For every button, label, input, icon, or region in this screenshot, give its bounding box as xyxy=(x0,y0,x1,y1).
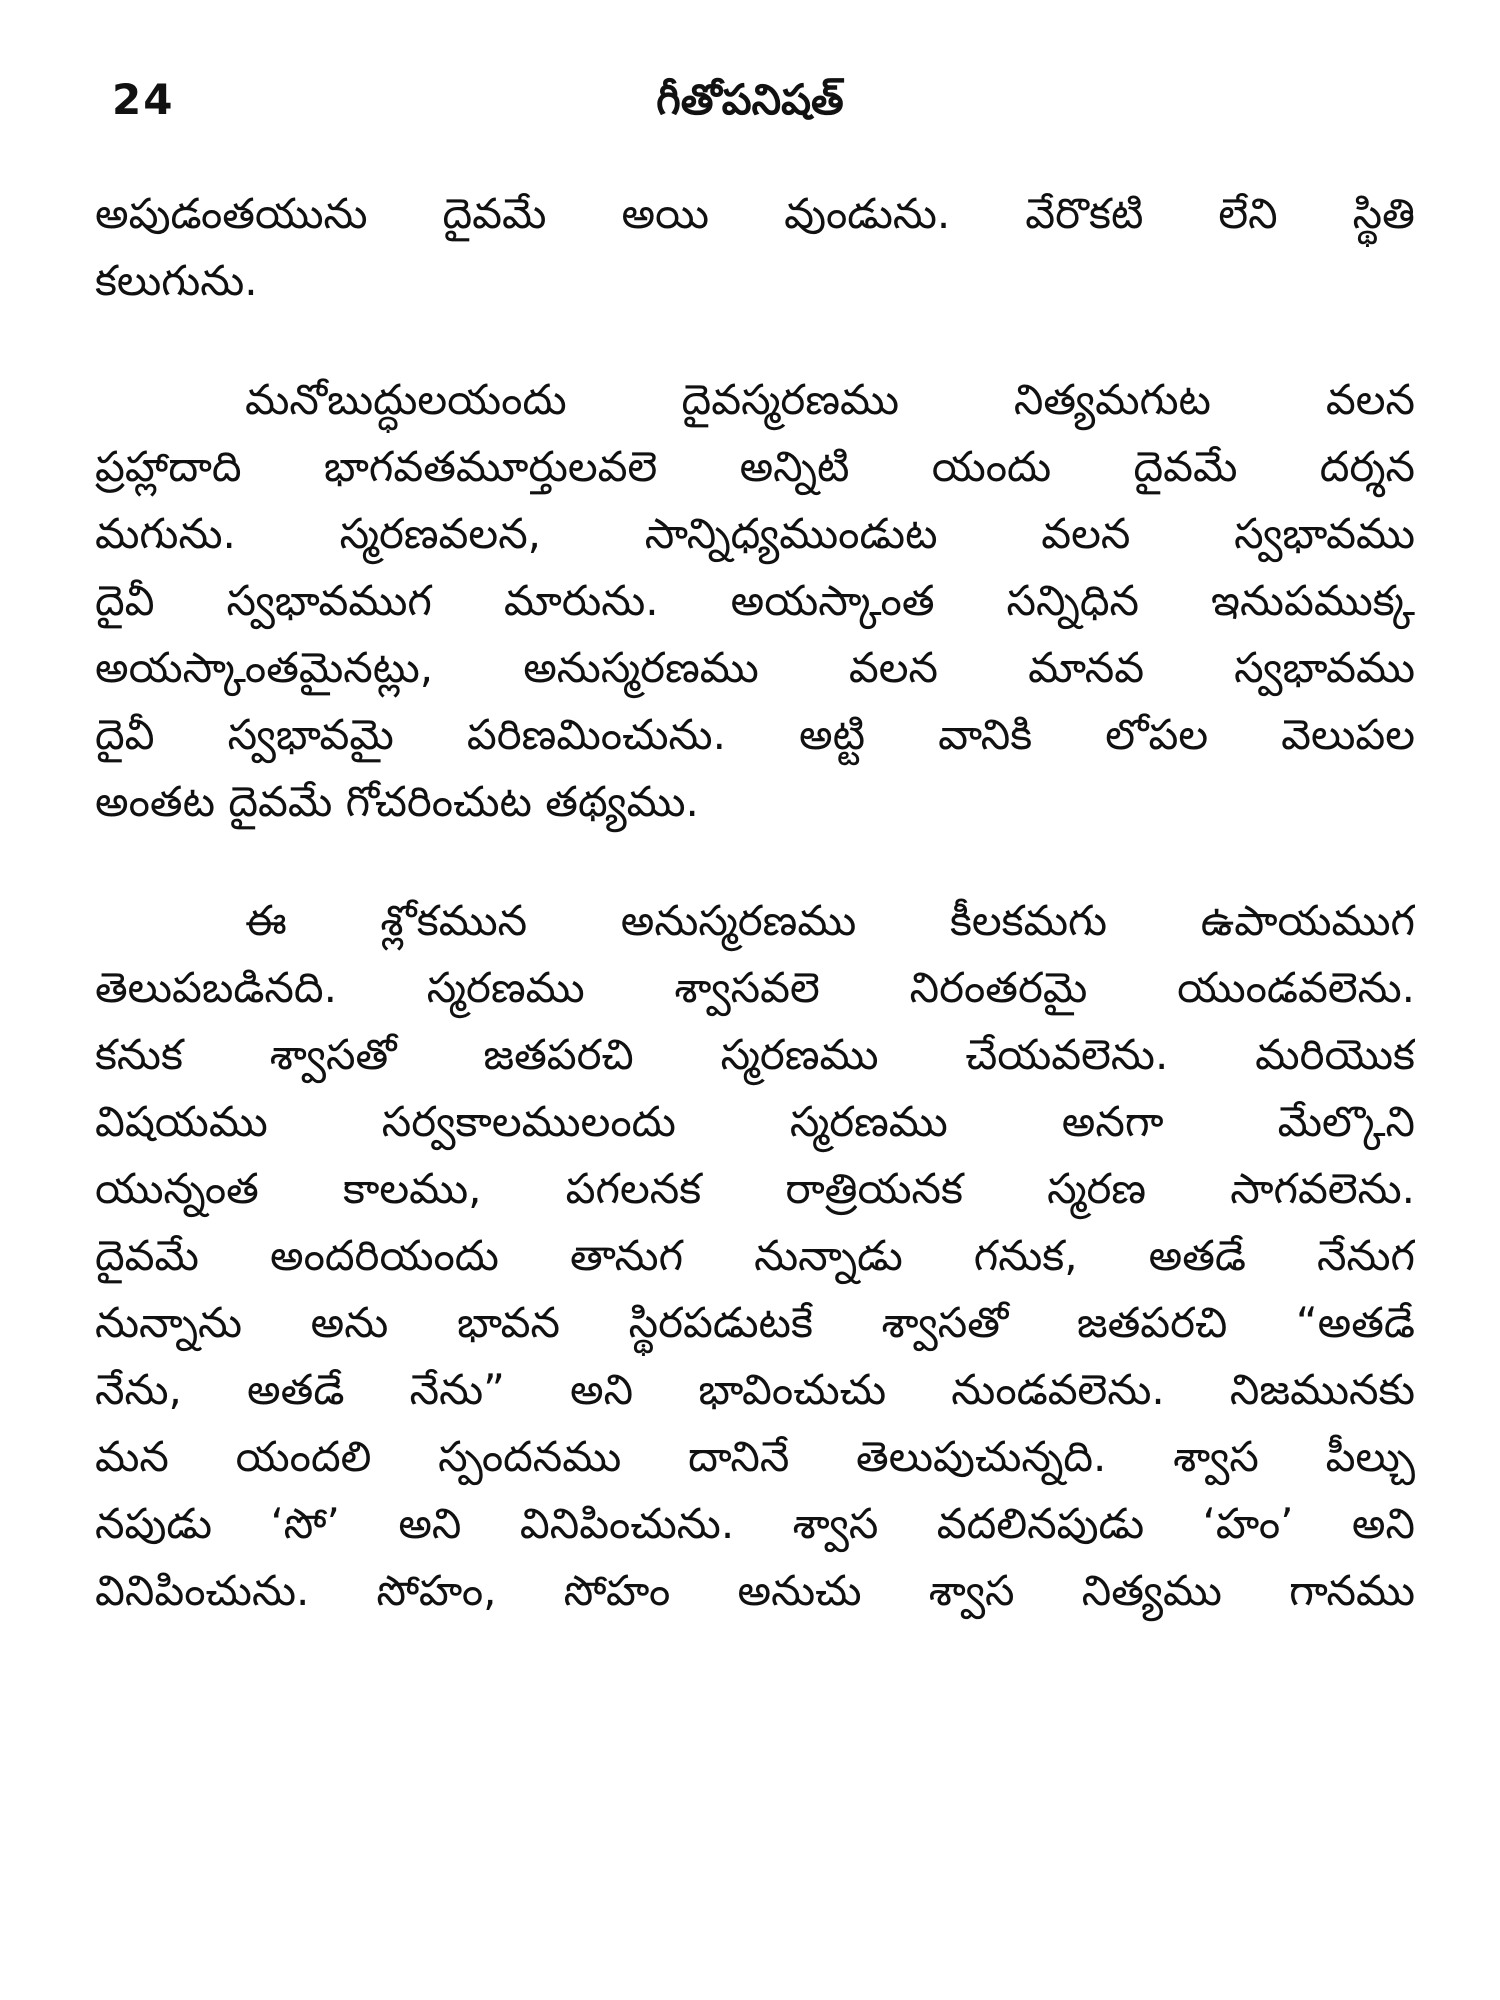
text-line: కలుగును. xyxy=(95,256,258,305)
text-line: యున్నంత కాలము, పగలనక రాత్రియనక స్మరణ సాగవలెను. xyxy=(95,1164,1415,1213)
text-line: నపుడు ‘సో’ అని వినిపించును. శ్వాస వదలినపుడు ‘హం’ అని xyxy=(95,1499,1415,1548)
text-line: అయస్కాంతమైనట్లు, అనుస్మరణము వలన మానవ స్వభావము xyxy=(95,643,1415,692)
page-number: 24 xyxy=(112,75,175,124)
paragraph xyxy=(95,180,1415,314)
text-line: వినిపించును. సోహం, సోహం అనుచు శ్వాస నిత్యము గానము xyxy=(95,1566,1415,1615)
text-line: దైవమే అందరియందు తానుగ నున్నాడు గనుక, అతడే నేనుగ xyxy=(95,1231,1415,1280)
text-line: అంతట దైవమే గోచరించుట తథ్యము. xyxy=(95,777,699,826)
text-line: నున్నాను అను భావన స్థిరపడుటకే శ్వాసతో జతపరచి “అతడే xyxy=(95,1298,1415,1347)
text-line: దైవీ స్వభావమై పరిణమించును. అట్టి వానికి లోపల వెలుపల xyxy=(95,710,1415,759)
text-line: కనుక శ్వాసతో జతపరచి స్మరణము చేయవలెను. మరియొక xyxy=(95,1030,1415,1079)
text-line: మగును. స్మరణవలన, సాన్నిధ్యముండుట వలన స్వభావము xyxy=(95,509,1415,558)
text-line: విషయము సర్వకాలములందు స్మరణము అనగా మేల్కొని xyxy=(95,1097,1415,1146)
text-line: మనోబుద్ధులయందు దైవస్మరణము నిత్యమగుట వలన xyxy=(245,375,1415,424)
running-title: గీతోపనిషత్ xyxy=(656,75,844,124)
text-line: తెలుపబడినది. స్మరణము శ్వాసవలె నిరంతరమై యుండవలెను. xyxy=(95,963,1415,1012)
text-line: అపుడంతయును దైవమే అయి వుండును. వేరొకటి లేని స్థితి xyxy=(95,189,1415,238)
text-line: మన యందలి స్పందనము దానినే తెలుపుచున్నది. శ్వాస పీల్చు xyxy=(95,1432,1415,1481)
text-line: దైవీ స్వభావముగ మారును. అయస్కాంత సన్నిధిన ఇనుపముక్క xyxy=(95,576,1415,625)
text-line: ఈ శ్లోకమున అనుస్మరణము కీలకమగు ఉపాయముగ xyxy=(245,896,1415,945)
paragraph-spacer xyxy=(95,314,1415,366)
page-body xyxy=(95,180,1415,1624)
paragraph xyxy=(95,366,1415,835)
text-line: ప్రహ్లాదాది భాగవతమూర్తులవలె అన్నిటి యందు దైవమే దర్శన xyxy=(95,442,1415,491)
paragraph xyxy=(95,887,1415,1624)
text-line: నేను, అతడే నేను” అని భావించుచు నుండవలెను. నిజమునకు xyxy=(95,1365,1415,1414)
paragraph-spacer xyxy=(95,835,1415,887)
